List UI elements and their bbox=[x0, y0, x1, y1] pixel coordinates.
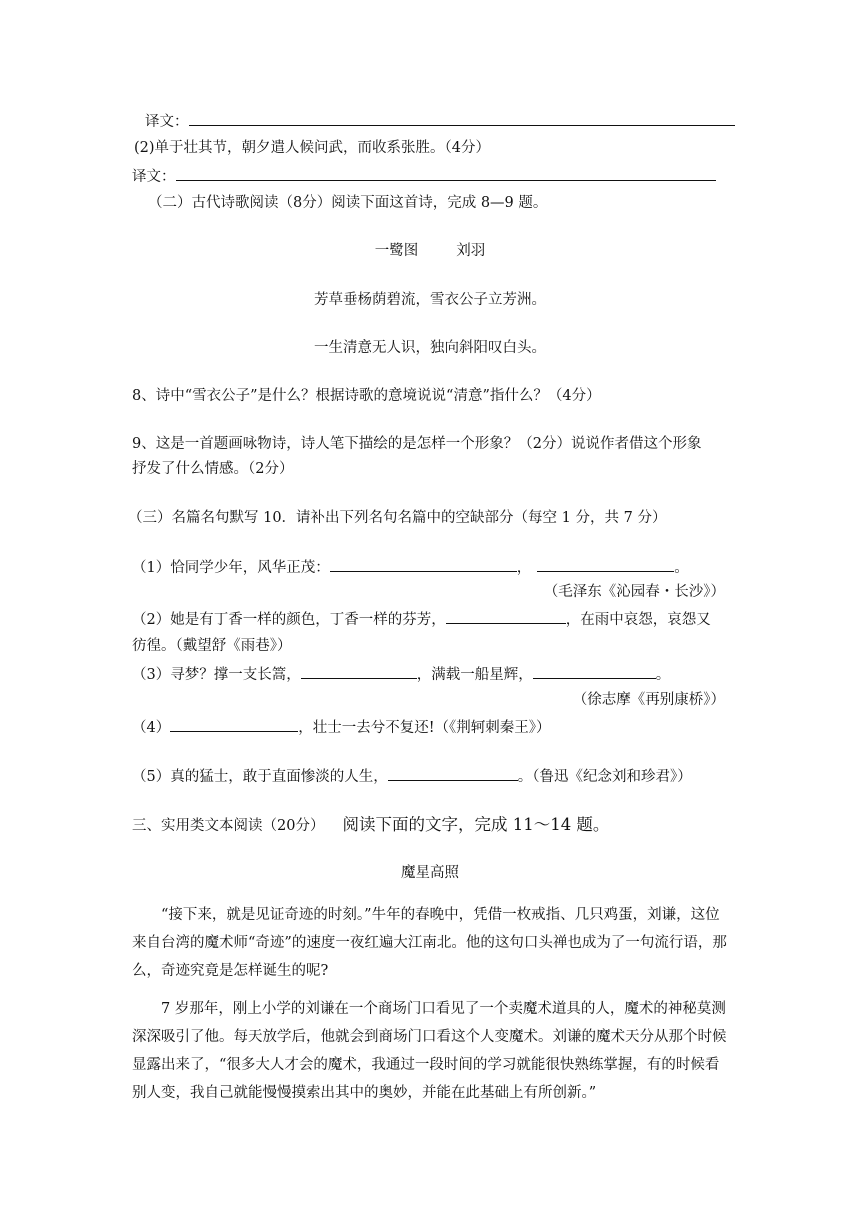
period: 。 bbox=[655, 667, 671, 683]
recite-item-4-suffix: ，壮士一去兮不复还!（《荆轲刺秦王》） bbox=[298, 720, 551, 736]
recite-item-3-text: （3）寻梦？撑一支长篙， bbox=[132, 667, 301, 683]
article-paragraph-2: 7 岁那年，刚上小学的刘谦在一个商场门口看见了一个卖魔术道具的人，魔术的神秘莫测深深吸引了他。每天放学后，他就会到商场门口看这个人变魔术。刘谦的魔术天分从那个时候显露出来了，“很多大人才会的魔术，我通过一段时间的学习就能很快熟练掌握，有的时候看别人变，我自己就能慢慢摸索出其中的奥妙，并能在此基础上有所创新。” bbox=[132, 1001, 727, 1101]
recite-item-2-line-2: 彷徨。（戴望舒《雨巷》） bbox=[132, 638, 292, 654]
question-7-item-2: (2)单于壮其节，朝夕遣人候问武，而收系张胜。（4分） bbox=[134, 140, 491, 156]
recite-item-1 bbox=[132, 557, 689, 578]
poem-title: 一鹭图 bbox=[374, 243, 419, 259]
question-9-line-1: 9、这是一首题画咏物诗，诗人笔下描绘的是怎样一个形象？（2分）说说作者借这个形象 bbox=[132, 436, 702, 452]
answer-blank[interactable] bbox=[533, 664, 656, 679]
poem-author: 刘羽 bbox=[456, 243, 486, 259]
poem-line-2: 一生清意无人识，独向斜阳叹白头。 bbox=[314, 340, 546, 356]
recite-item-2-suffix: ，在雨中哀怨，哀怨又 bbox=[565, 612, 711, 628]
translation-line-1 bbox=[145, 111, 735, 132]
part-3-heading: 三、实用类文本阅读（20分） bbox=[132, 818, 325, 834]
answer-blank[interactable] bbox=[301, 664, 417, 679]
translation-label: 译文： bbox=[145, 114, 189, 130]
recite-item-3 bbox=[132, 664, 670, 685]
translation-label: 译文： bbox=[132, 169, 176, 185]
answer-blank[interactable] bbox=[388, 766, 518, 781]
recite-item-2 bbox=[132, 609, 711, 630]
answer-blank[interactable] bbox=[537, 557, 674, 572]
comma: ， bbox=[516, 560, 532, 576]
question-9-line-2: 抒发了什么情感。（2分） bbox=[132, 461, 294, 477]
recite-item-3-mid: ，满载一船星辉， bbox=[416, 667, 533, 683]
answer-blank[interactable] bbox=[176, 166, 716, 181]
poem-title-line bbox=[0, 241, 860, 261]
period: 。 bbox=[674, 560, 689, 576]
answer-blank[interactable] bbox=[170, 717, 298, 732]
section-2-heading: （二）古代诗歌阅读（8分）阅读下面这首诗，完成 8—9 题。 bbox=[148, 195, 548, 211]
part-3-instruction: 阅读下面的文字，完成 11～14 题。 bbox=[342, 815, 610, 834]
answer-blank[interactable] bbox=[189, 111, 735, 126]
recite-item-1-source: （毛泽东《沁园春・长沙》） bbox=[543, 584, 725, 600]
recite-item-5-text: （5）真的猛士，敢于直面惨淡的人生， bbox=[132, 769, 388, 785]
recite-item-4-prefix: （4） bbox=[132, 720, 171, 736]
section-3-heading: （三）名篇名句默写 10．请补出下列名句名篇中的空缺部分（每空 1 分，共 7 分） bbox=[128, 510, 667, 526]
answer-blank[interactable] bbox=[446, 609, 566, 624]
answer-blank[interactable] bbox=[330, 557, 517, 572]
translation-line-2 bbox=[132, 166, 716, 187]
recite-item-5 bbox=[132, 766, 692, 787]
part-3-heading-line bbox=[132, 815, 609, 836]
recite-item-2-text: （2）她是有丁香一样的颜色，丁香一样的芬芳， bbox=[132, 612, 446, 628]
recite-item-1-text: （1）恰同学少年，风华正茂： bbox=[132, 560, 330, 576]
article-paragraph-1: “接下来，就是见证奇迹的时刻。”牛年的春晚中，凭借一枚戒指、几只鸡蛋，刘谦，这位来自台湾的魔术师“奇迹”的速度一夜红遍大江南北。他的这句口头禅也成为了一句流行语，那么，奇迹究竟是怎样诞生的呢? bbox=[132, 907, 727, 979]
poem-line-1: 芳草垂杨荫碧流，雪衣公子立芳洲。 bbox=[314, 292, 546, 308]
article-body bbox=[132, 901, 727, 1107]
recite-item-4 bbox=[132, 717, 551, 738]
article-title: 魔星高照 bbox=[401, 865, 459, 881]
question-8: 8、诗中“雪衣公子”是什么？根据诗歌的意境说说“清意”指什么？（4分） bbox=[132, 388, 601, 404]
recite-item-5-suffix: 。（鲁迅《纪念刘和珍君》） bbox=[517, 769, 692, 785]
recite-item-3-source: （徐志摩《再别康桥》） bbox=[572, 692, 725, 708]
